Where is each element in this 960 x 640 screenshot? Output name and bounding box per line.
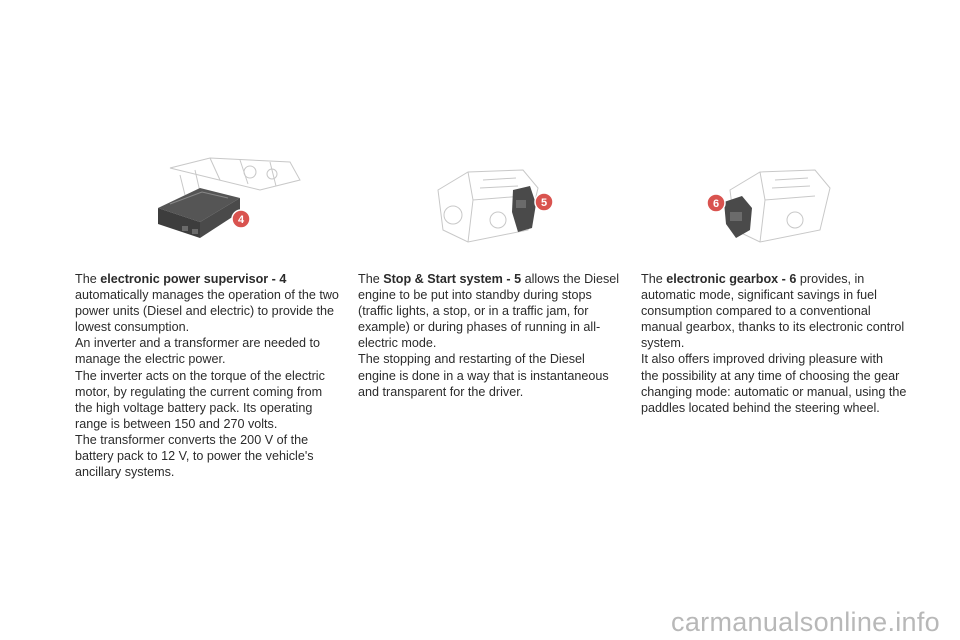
section-body	[358, 287, 628, 400]
body-line: An inverter and a transformer are needed to	[75, 336, 321, 351]
body-line: The inverter acts on the torque of the electric	[75, 368, 325, 383]
section-stop-start	[358, 271, 628, 400]
body-line: automatic mode, significant savings in fuel	[641, 288, 877, 303]
body-line: electric mode.	[358, 336, 437, 351]
section-body	[641, 287, 911, 416]
svg-text:6: 6	[712, 198, 720, 210]
section-body	[75, 287, 345, 480]
body-line: engine to be put into standby during stops	[358, 288, 592, 303]
body-line: the high voltage battery pack. Its operating	[75, 400, 313, 415]
body-line: and transparent for the driver.	[358, 384, 524, 399]
svg-text:4: 4	[237, 214, 245, 226]
body-line: paddles located behind the steering wheel.	[641, 400, 880, 415]
gearbox-illustration	[700, 160, 840, 250]
section-heading-line: The electronic power supervisor - 4	[75, 272, 287, 286]
section-heading-line: The Stop & Start system - 5 allows the Diesel	[358, 272, 620, 286]
body-line: system.	[641, 336, 685, 351]
body-line: lowest consumption.	[75, 320, 190, 335]
badge-6	[707, 194, 725, 212]
body-line: consumption compared to a conventional	[641, 304, 871, 319]
body-line: range is between 150 and 270 volts.	[75, 416, 278, 431]
svg-text:5: 5	[540, 197, 548, 209]
body-line: manage the electric power.	[75, 352, 226, 367]
body-line: automatically manages the operation of the two	[75, 288, 339, 303]
power-supervisor-illustration	[140, 150, 310, 245]
body-line: the possibility at any time of choosing the gear	[641, 368, 900, 383]
watermark: carmanualsonline.info	[671, 607, 940, 637]
section-title: electronic power supervisor - 4	[100, 272, 287, 286]
section-heading-line: The electronic gearbox - 6 provides, in	[641, 272, 865, 286]
section-title: Stop & Start system - 5	[383, 272, 522, 286]
stop-start-illustration	[428, 160, 568, 250]
body-line: engine is done in a way that is instantaneous	[358, 368, 609, 383]
body-line: The stopping and restarting of the Diesel	[358, 352, 585, 367]
body-line: manual gearbox, thanks to its electronic control	[641, 320, 905, 335]
body-line: It also offers improved driving pleasure with	[641, 352, 883, 367]
section-power-supervisor	[75, 271, 345, 480]
section-title: electronic gearbox - 6	[666, 272, 797, 286]
badge-5	[535, 193, 553, 211]
body-line: changing mode: automatic or manual, using the	[641, 384, 907, 399]
body-line: battery pack to 12 V, to power the vehicle's	[75, 449, 314, 464]
badge-4	[232, 210, 250, 228]
body-line: ancillary systems.	[75, 465, 175, 480]
body-line: example) or during phases of running in all-	[358, 320, 601, 335]
body-line: The transformer converts the 200 V of the	[75, 432, 309, 447]
body-line: (traffic lights, a stop, or in a traffic jam, for	[358, 304, 589, 319]
section-gearbox	[641, 271, 911, 416]
body-line: power units (Diesel and electric) to provide the	[75, 304, 334, 319]
body-line: motor, by regulating the current coming from	[75, 384, 323, 399]
